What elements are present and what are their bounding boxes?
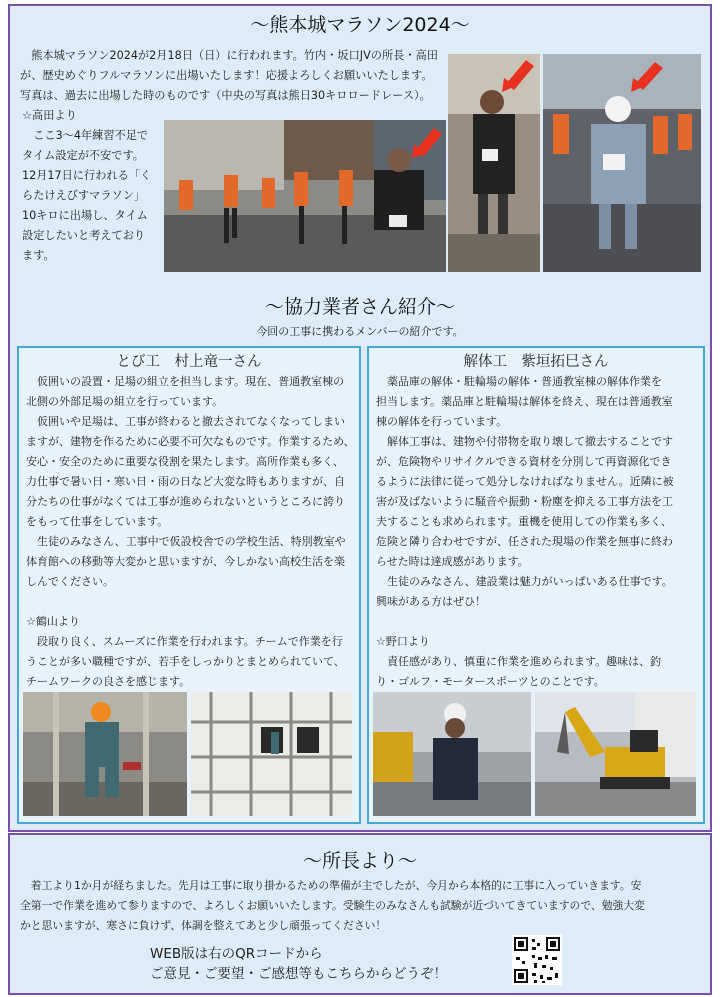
partner-body-kaitai: 薬品庫の解体・駐輪場の解体・普通教室棟の解体作業を 担当します。薬品庫と駐輪場は解体を終え、現在は普通教室 棟の解体を行っています。 解体工事は、建物や付帯物を取り壊して撤去することです が、危険物やリサイクルできる資材を分別して再資源化でき るように法律に従って処分しなければなりません。近隣に被 害が及ばないように騒音や振動・粉塵を抑える工事方法を工 夫することも求められます。重機を使用しての作業も多く、 危険と隣り合わせですが、任された現場の作業を無事に終わ らせた時は達成感があります。 生徒のみなさん、建設業は魅力がいっぱいある仕事です。 興味がある方はぜひ！ [376, 375, 674, 608]
partner-comment-kaitai: 責任感があり、慎重に作業を進められます。趣味は、釣 り・ゴルフ・モータースポーツとのことです。 [376, 655, 662, 688]
marathon-message: ここ3〜4年練習不足で タイム設定が不安です。 12月17日に行われる「く らたけえびすマラソン」 10キロに出場し、タイム 設定したいと考えており ます。 [22, 129, 152, 262]
marathon-photo-three [543, 54, 701, 272]
director-title: ～所長より～ [302, 850, 417, 872]
marathon-from-label: ☆高田より [22, 109, 77, 122]
tobi-worker-photo [23, 692, 187, 816]
marathon-photo-two [448, 54, 540, 272]
partners-subtitle: 今回の工事に携わるメンバーの紹介です。 [256, 325, 464, 338]
qr-code[interactable] [512, 935, 562, 985]
marathon-title: ～熊本城マラソン2024～ [250, 14, 470, 36]
partner-from-label-kaitai: ☆野口より [376, 635, 430, 648]
scaffolding-photo [191, 692, 352, 816]
partner-name-tobi: とび工 村上竜一さん [116, 354, 262, 370]
director-body: 着工より1か月が経ちました。先月は工事に取り掛かるための準備が主でしたが、今月から本格的に工事に入っていきます。安 全第一で作業を進めて参りますので、よろしくお願いいたします。受験生のみなさんも試験が近づいてきていますので、勉強大変 かと思いますが、寒さに負けず、体調を整えてあと少し頑張ってください！ [20, 879, 645, 932]
partner-comment-tobi: 段取り良く、スムーズに作業を行われます。チームで作業を行 うことが多い職種ですが、若手をしっかりとまとめられていて、 チームワークの良さを感じます。 [26, 635, 345, 688]
web-version-line1: WEB版は右のQRコードから [150, 946, 323, 962]
partner-from-label-tobi: ☆鶴山より [26, 615, 80, 628]
partners-title: ～協力業者さん紹介～ [264, 296, 455, 318]
road-race-photo [164, 120, 446, 272]
partner-name-kaitai: 解体工 紫垣拓巳さん [463, 354, 609, 370]
excavator-photo [535, 692, 696, 816]
partner-body-tobi: 仮囲いの設置・足場の組立を担当します。現在、普通教室棟の 北側の外部足場の組立を行っています。 仮囲いや足場は、工事が終わると撤去されてなくなってしまい ますが、建物を作るために必要不可欠なものです。作業するため、 安心・安全のために重要な役割を果たします。高所作業も多く、 力仕事で暑い日・寒い日・雨の日など大変な時もありますが、自 分たちの仕事がなくては工事が進められないというところに誇り をもって仕事をしています。 生徒のみなさん、工事中で仮設校舎での学校生活、特別教室や 体育館への移動等大変かと思いますが、今しかない高校生活を楽 しんでください。 [26, 375, 355, 588]
marathon-intro: 熊本城マラソン2024が2月18日（日）に行われます。竹内・坂口JVの所長・高田 が、歴史めぐりフルマラソンに出場いたします！応援よろしくお願いいたします。 写真は、過去に出場した時のものです（中央の写真は熊日30キロロードレース）。 [20, 49, 438, 102]
web-version-line2: ご意見・ご要望・ご感想等もこちらからどうぞ！ [150, 966, 447, 982]
kaitai-worker-photo [373, 692, 531, 816]
